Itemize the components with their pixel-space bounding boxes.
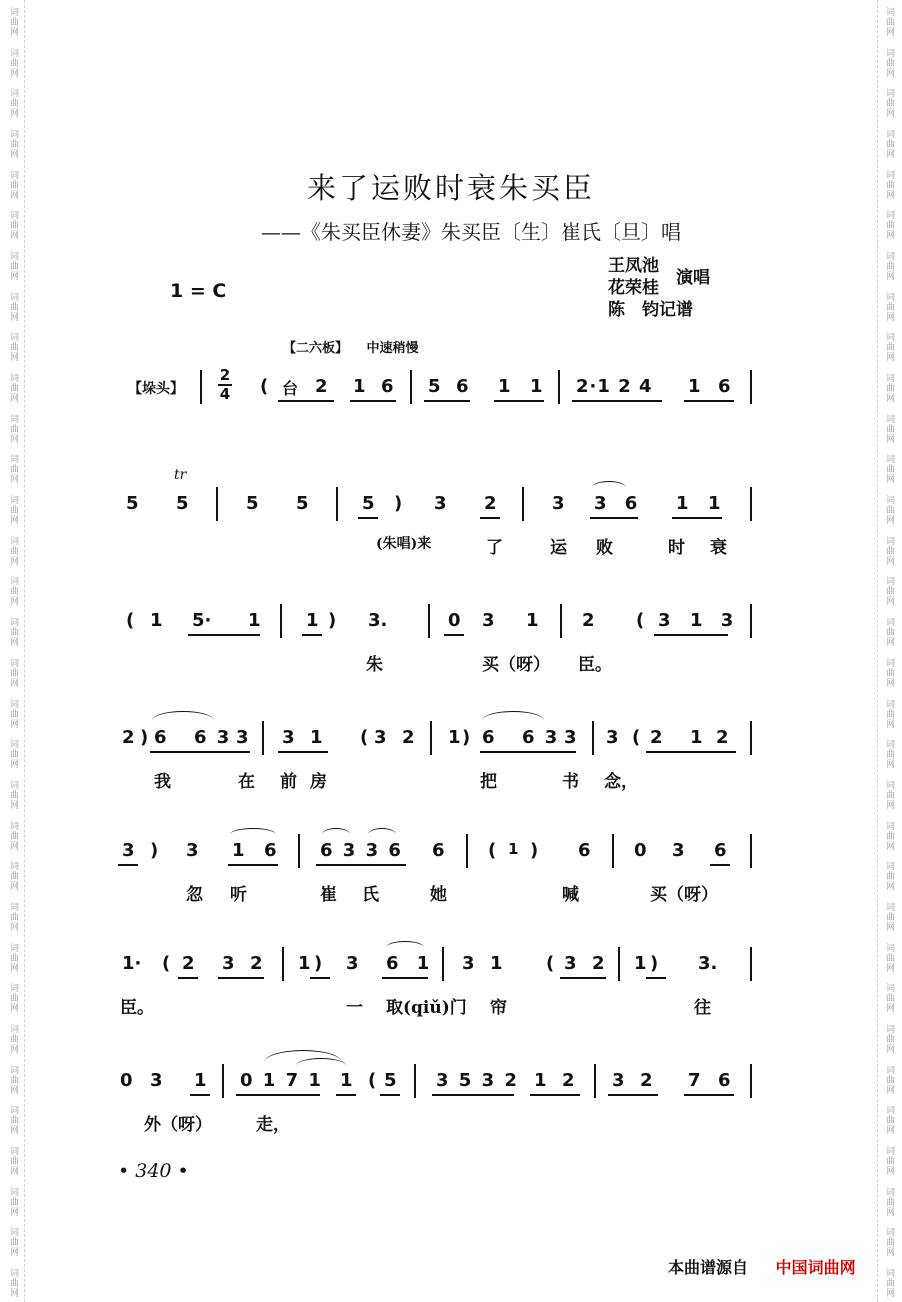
lyric: 念， xyxy=(604,772,638,792)
note: 5 xyxy=(362,493,375,514)
note: 5 xyxy=(176,493,189,514)
watermark-text: 词曲网 xyxy=(884,901,894,932)
note: 1 xyxy=(310,727,323,748)
lyric: 喊 xyxy=(562,885,579,905)
score-line-1 xyxy=(110,370,760,440)
lyric: 朱 xyxy=(366,655,383,675)
time-signature-bottom: 4 xyxy=(219,385,231,403)
watermark-text: 词曲网 xyxy=(8,535,18,566)
note: 3 6 xyxy=(594,493,644,514)
lyric: 在 xyxy=(238,772,255,792)
lyric: 取(qiǔ)门 xyxy=(386,998,467,1018)
lyric: 崔 xyxy=(320,885,337,905)
note: 7 xyxy=(688,1070,701,1091)
watermark-text: 词曲网 xyxy=(884,657,894,688)
lyric: 衰 xyxy=(710,538,727,558)
watermark-text: 词曲网 xyxy=(884,413,894,444)
note: 1 xyxy=(708,493,721,514)
lyric: 书 xyxy=(562,772,579,792)
note: 2 xyxy=(182,953,195,974)
watermark-text: 词曲网 xyxy=(884,1064,894,1095)
watermark-text: 词曲网 xyxy=(8,373,18,404)
watermark-text: 词曲网 xyxy=(8,983,18,1014)
note: 5 xyxy=(296,493,309,514)
lyric: 时 xyxy=(668,538,685,558)
note: 3 xyxy=(462,953,475,974)
singer-1: 王凤池 xyxy=(608,256,659,276)
lyric: 了 xyxy=(486,538,503,558)
note: 1 xyxy=(534,1070,547,1091)
note: 0 xyxy=(448,610,461,631)
section-name: 【二六板】 xyxy=(283,341,349,356)
start-label: 【垛头】 xyxy=(128,381,184,397)
note: 2 xyxy=(122,727,135,748)
singer-2: 花荣桂 xyxy=(608,278,659,298)
note: 3. xyxy=(698,953,718,974)
watermark-text: 词曲网 xyxy=(884,495,894,526)
score-line-7 xyxy=(110,1064,760,1134)
watermark-text: 词曲网 xyxy=(8,210,18,241)
watermark-text: 词曲网 xyxy=(8,1105,18,1136)
note: ( xyxy=(260,376,269,397)
lyric: 前 xyxy=(280,772,297,792)
note: 6 xyxy=(381,376,394,397)
watermark-text: 词曲网 xyxy=(884,1227,894,1258)
note: 6 xyxy=(456,376,469,397)
watermark-text: 词曲网 xyxy=(884,250,894,281)
note: ( xyxy=(162,953,171,974)
note: 6 3 xyxy=(522,727,560,748)
note: 6 xyxy=(264,840,277,861)
watermark-text: 词曲网 xyxy=(884,1105,894,1136)
note: 3 xyxy=(222,953,235,974)
note: 2 xyxy=(402,727,415,748)
note: 1 3 xyxy=(690,610,740,631)
page-subtitle: ——《朱买臣休妻》朱买臣〔生〕崔氏〔旦〕唱 xyxy=(261,220,681,244)
note: 2 xyxy=(640,1070,653,1091)
watermark-text: 词曲网 xyxy=(884,6,894,37)
watermark-text: 词曲网 xyxy=(884,942,894,973)
note: 3 xyxy=(658,610,671,631)
lyric: (朱唱)来 xyxy=(376,536,432,552)
watermark-text: 词曲网 xyxy=(884,169,894,200)
note: 1 xyxy=(530,376,543,397)
watermark-text: 词曲网 xyxy=(8,6,18,37)
note: 1 xyxy=(676,493,689,514)
note: ) xyxy=(462,727,471,748)
watermark-text: 词曲网 xyxy=(8,291,18,322)
lyric: 她 xyxy=(430,885,447,905)
note: 3 5 3 2 xyxy=(436,1070,519,1091)
lyric: 败 xyxy=(596,538,613,558)
note: 3 xyxy=(434,493,447,514)
note: 0 1 7 1 xyxy=(240,1070,323,1091)
recorder: 陈 钧记谱 xyxy=(608,300,693,320)
note: 1 xyxy=(526,610,539,631)
note: ) xyxy=(394,493,403,514)
score-line-6 xyxy=(110,947,760,1017)
note: 2 xyxy=(315,376,328,397)
note: 6 xyxy=(578,840,591,861)
note: 3 xyxy=(482,610,495,631)
watermark-text: 词曲网 xyxy=(884,454,894,485)
note: 6 xyxy=(714,840,727,861)
note: 6 xyxy=(718,376,731,397)
watermark-text: 词曲网 xyxy=(884,128,894,159)
note: 1 xyxy=(690,727,703,748)
note: 3 xyxy=(150,1070,163,1091)
credit-role: 演唱 xyxy=(676,268,710,288)
watermark-text: 词曲网 xyxy=(8,739,18,770)
tempo-marking: 中速稍慢 xyxy=(366,341,419,356)
note: 6 xyxy=(432,840,445,861)
note: 3 xyxy=(552,493,565,514)
watermark-text: 词曲网 xyxy=(884,698,894,729)
note: 1 xyxy=(490,953,503,974)
note: 3 xyxy=(606,727,619,748)
watermark-text: 词曲网 xyxy=(884,983,894,1014)
section-header xyxy=(283,337,419,356)
footer xyxy=(668,1255,856,1278)
watermark-text: 词曲网 xyxy=(8,657,18,688)
page-title: 来了运败时衰朱买臣 xyxy=(306,171,595,205)
lyric: 忽 xyxy=(186,885,203,905)
note: ) xyxy=(650,953,659,974)
note: ( xyxy=(126,610,135,631)
lyric: 听 xyxy=(230,885,247,905)
lyric: 外（呀） xyxy=(144,1115,212,1135)
watermark-text: 词曲网 xyxy=(8,1064,18,1095)
watermark-text: 词曲网 xyxy=(8,942,18,973)
footer-source: 本曲谱源自 xyxy=(668,1258,749,1277)
note: 6 3 3 6 xyxy=(320,840,403,861)
note: 1 xyxy=(353,376,366,397)
note: 1 xyxy=(688,376,701,397)
note: ( xyxy=(636,610,645,631)
watermark-text: 词曲网 xyxy=(8,576,18,607)
note: 3 xyxy=(564,727,577,748)
note: 2 xyxy=(562,1070,575,1091)
watermark-text: 词曲网 xyxy=(884,779,894,810)
note: ) xyxy=(314,953,323,974)
lyric: 走， xyxy=(256,1115,290,1135)
watermark-text: 词曲网 xyxy=(884,861,894,892)
lyric: 买（呀） xyxy=(482,655,550,675)
note: 1 xyxy=(340,1070,353,1091)
note: 台 xyxy=(282,379,299,398)
lyric: 氏 xyxy=(362,885,379,905)
watermark-text: 词曲网 xyxy=(8,861,18,892)
note: 1 xyxy=(194,1070,207,1091)
lyric: 臣。 xyxy=(578,655,612,675)
note: 1 xyxy=(248,610,261,631)
note: 0 xyxy=(120,1070,133,1091)
lyric: 房 xyxy=(310,772,327,792)
watermark-text: 词曲网 xyxy=(884,373,894,404)
watermark-text: 词曲网 xyxy=(8,250,18,281)
note: 3. xyxy=(368,610,388,631)
note: ( xyxy=(546,953,555,974)
note: 3 xyxy=(672,840,685,861)
lyric: 我 xyxy=(154,772,171,792)
watermark-text: 词曲网 xyxy=(884,210,894,241)
note: 6 1 xyxy=(386,953,436,974)
lyric: 运 xyxy=(550,538,567,558)
note: 2 xyxy=(716,727,729,748)
note: 1 xyxy=(498,376,511,397)
watermark-text: 词曲网 xyxy=(884,1024,894,1055)
lyric: 臣。 xyxy=(120,998,154,1018)
watermark-text: 词曲网 xyxy=(884,47,894,78)
watermark-text: 词曲网 xyxy=(8,88,18,119)
page-number: • 340 • xyxy=(118,1160,189,1182)
note: 3 xyxy=(122,840,135,861)
score-line-5 xyxy=(110,834,760,904)
key-signature: 1 = C xyxy=(170,280,227,302)
note: 3 xyxy=(612,1070,625,1091)
note: 3 xyxy=(346,953,359,974)
watermark-text: 词曲网 xyxy=(884,576,894,607)
watermark-text: 词曲网 xyxy=(884,332,894,363)
note: 2 xyxy=(650,727,663,748)
note: 2 xyxy=(250,953,263,974)
note: 2 xyxy=(582,610,595,631)
note: 2 xyxy=(484,493,497,514)
note: 1 xyxy=(508,840,519,858)
watermark-text: 词曲网 xyxy=(8,128,18,159)
footer-site-link[interactable]: 中国词曲网 xyxy=(775,1258,856,1277)
watermark-text: 词曲网 xyxy=(8,495,18,526)
note: ( xyxy=(488,840,497,861)
note: 5 xyxy=(428,376,441,397)
watermark-text: 词曲网 xyxy=(884,1146,894,1177)
watermark-text: 词曲网 xyxy=(884,1268,894,1299)
watermark-text: 词曲网 xyxy=(8,1268,18,1299)
note: 1 xyxy=(634,953,647,974)
note: 2 xyxy=(592,953,605,974)
note: 3 xyxy=(282,727,295,748)
note: 1 xyxy=(448,727,461,748)
lyric: 把 xyxy=(480,772,497,792)
watermark-text: 词曲网 xyxy=(8,1024,18,1055)
note: 1 xyxy=(150,610,163,631)
watermark-text: 词曲网 xyxy=(8,617,18,648)
watermark-text: 词曲网 xyxy=(8,454,18,485)
note: 5 xyxy=(126,493,139,514)
note: 5 xyxy=(384,1070,397,1091)
note: 6 3 xyxy=(194,727,232,748)
watermark-text: 词曲网 xyxy=(8,332,18,363)
watermark-text: 词曲网 xyxy=(884,88,894,119)
note: 3 xyxy=(564,953,577,974)
score-line-2 xyxy=(110,467,760,558)
note: 3 xyxy=(236,727,249,748)
note: ) xyxy=(140,727,149,748)
note: ( xyxy=(368,1070,377,1091)
watermark-text: 词曲网 xyxy=(8,1227,18,1258)
lyric: 往 xyxy=(694,998,711,1018)
watermark-text: 词曲网 xyxy=(8,820,18,851)
note: 2·1 2 4 xyxy=(576,376,653,397)
watermark-text: 词曲网 xyxy=(884,820,894,851)
watermark-text: 词曲网 xyxy=(8,1146,18,1177)
note: 6 xyxy=(482,727,495,748)
note: 3 xyxy=(186,840,199,861)
note: 0 xyxy=(634,840,647,861)
credits xyxy=(608,255,710,321)
note: ( xyxy=(632,727,641,748)
note: 6 xyxy=(718,1070,731,1091)
watermark-text: 词曲网 xyxy=(8,901,18,932)
note: 1 xyxy=(306,610,319,631)
watermark-text: 词曲网 xyxy=(884,291,894,322)
time-signature-top: 2 xyxy=(219,366,231,384)
note: 6 xyxy=(154,727,167,748)
note: ) xyxy=(530,840,539,861)
watermark-text: 词曲网 xyxy=(8,169,18,200)
note: ( xyxy=(360,727,369,748)
score-line-3 xyxy=(110,604,760,674)
note: 5· xyxy=(192,610,212,631)
score-line-4 xyxy=(110,721,760,791)
note: 3 xyxy=(374,727,387,748)
trill-ornament: tr xyxy=(174,467,187,483)
watermark-text: 词曲网 xyxy=(884,535,894,566)
note: 1· xyxy=(122,953,142,974)
watermark-text: 词曲网 xyxy=(8,47,18,78)
note: 1 xyxy=(298,953,311,974)
note: 5 xyxy=(246,493,259,514)
note: 1 xyxy=(232,840,245,861)
lyric: 一 xyxy=(346,998,363,1018)
lyric: 帘 xyxy=(490,998,507,1018)
watermark-text: 词曲网 xyxy=(884,617,894,648)
watermark-text: 词曲网 xyxy=(884,1186,894,1217)
lyric: 买（呀） xyxy=(650,885,718,905)
watermark-text: 词曲网 xyxy=(8,698,18,729)
note: ) xyxy=(150,840,159,861)
watermark-text: 词曲网 xyxy=(8,779,18,810)
watermark-text: 词曲网 xyxy=(884,739,894,770)
watermark-text: 词曲网 xyxy=(8,1186,18,1217)
note: ) xyxy=(328,610,337,631)
watermark-text: 词曲网 xyxy=(8,413,18,444)
